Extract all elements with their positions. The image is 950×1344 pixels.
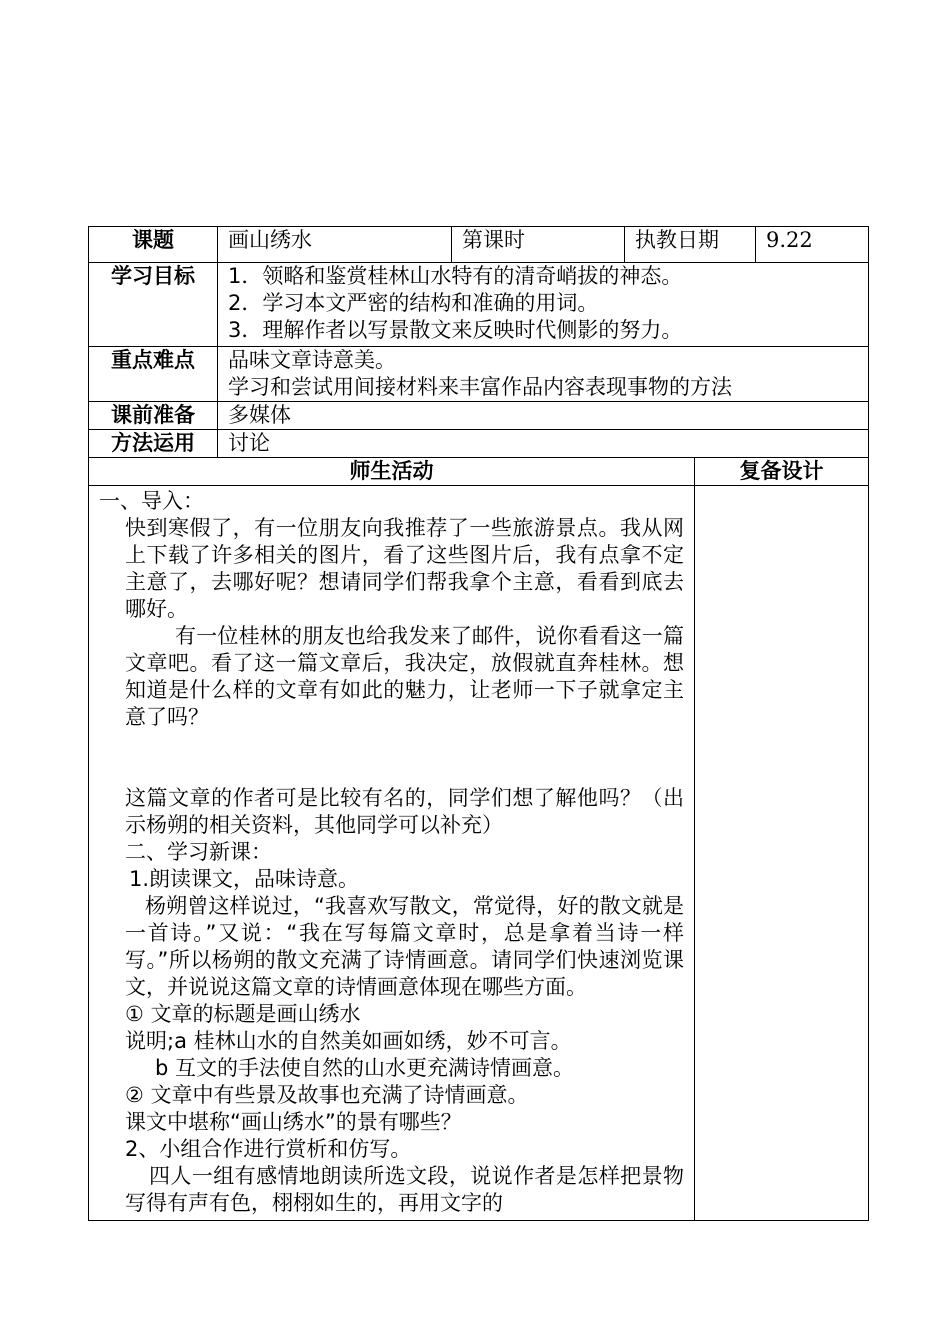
key-point-item: 学习和尝试用间接材料来丰富作品内容表现事物的方法 (228, 375, 732, 399)
key-point-item: 品味文章诗意美。 (228, 348, 396, 372)
activity-header-row (89, 458, 869, 486)
preparation-value: 多媒体 (218, 402, 869, 430)
step1-paragraph: 杨朔曾这样说过，“我喜欢写散文，常觉得，好的散文就是一首诗。”又说：“我在写每篇文章时，总是拿着当诗一样写。”所以杨朔的散文充满了诗情画意。请同学们快速浏览课文，并说说这篇文章的诗情画意体现在哪些方面。 (125, 894, 684, 999)
objective-item: 1．领略和鉴赏桂林山水特有的清奇峭拔的神态。 (228, 264, 683, 288)
spacer (99, 731, 684, 785)
objectives-label: 学习目标 (89, 263, 218, 347)
intro-paragraph-2: 有一位桂林的朋友也给我发来了邮件，说你看看这一篇文章吧。看了这一篇文章后，我决定，放假就直奔桂林。想知道是什么样的文章有如此的魅力，让老师一下子就拿定主意了吗？ (125, 624, 684, 729)
method-row (89, 430, 869, 458)
step2-title: 2、小组合作进行赏析和仿写。 (125, 1137, 412, 1161)
method-value: 讨论 (218, 430, 869, 458)
lesson-plan-table (88, 226, 869, 1221)
preparation-label: 课前准备 (89, 402, 218, 430)
intro-paragraph-1: 快到寒假了，有一位朋友向我推荐了一些旅游景点。我从网上下载了许多相关的图片，看了这些图片后，我有点拿不定主意了，去哪好呢？想请同学们帮我拿个主意，看看到底去哪好。 (125, 516, 684, 621)
key-points-label: 重点难点 (89, 347, 218, 402)
point-1-b: b 互文的手法使自然的山水更充满诗情画意。 (155, 1056, 575, 1080)
preparation-row (89, 402, 869, 430)
method-label: 方法运用 (89, 430, 218, 458)
activity-header-side: 复备设计 (695, 458, 869, 486)
author-paragraph: 这篇文章的作者可是比较有名的，同学们想了解他吗？（出示杨朔的相关资料，其他同学可以补充） (125, 786, 684, 837)
revision-design-cell (695, 486, 869, 1221)
date-value: 9.22 (756, 227, 869, 263)
topic-value: 画山绣水 (218, 227, 452, 263)
point-1: ① 文章的标题是画山绣水 (125, 1002, 361, 1026)
date-label: 执教日期 (625, 227, 756, 263)
key-points-row (89, 347, 869, 402)
objectives-content (218, 263, 869, 347)
activity-content (89, 486, 695, 1221)
step1-title: 1.朗读课文，品味诗意。 (129, 867, 360, 891)
topic-label: 课题 (89, 227, 218, 263)
objectives-row (89, 263, 869, 347)
question: 课文中堪称“画山绣水”的景有哪些？ (125, 1110, 462, 1134)
key-points-content (218, 347, 869, 402)
header-row (89, 227, 869, 263)
step2-paragraph: 四人一组有感情地朗读所选文段，说说作者是怎样把景物写得有声有色，栩栩如生的，再用文字的 (125, 1164, 684, 1215)
period-label: 第课时 (452, 227, 625, 263)
objective-item: 2．学习本文严密的结构和准确的用词。 (228, 291, 599, 315)
point-2: ② 文章中有些景及故事也充满了诗情画意。 (125, 1083, 529, 1107)
intro-title: 一、导入： (99, 489, 204, 513)
activity-body-row (89, 486, 869, 1221)
activity-header-main: 师生活动 (89, 458, 695, 486)
objective-item: 3．理解作者以写景散文来反映时代侧影的努力。 (228, 318, 683, 342)
point-1-a: 说明;a 桂林山水的自然美如画如绣，妙不可言。 (125, 1029, 572, 1053)
new-lesson-title: 二、学习新课： (125, 840, 272, 864)
